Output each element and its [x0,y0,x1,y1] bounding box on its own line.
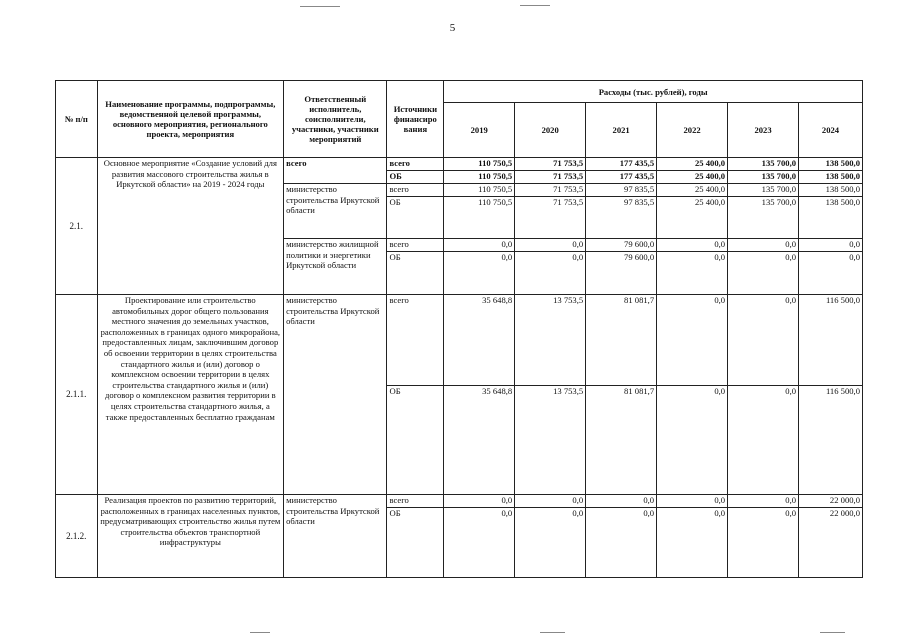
scan-artifact [540,632,565,633]
cell-value: 138 500,0 [799,158,863,171]
cell-value: 0,0 [515,252,586,295]
cell-value: 0,0 [586,508,657,578]
header-source: Источники финансиро вания [387,81,444,158]
cell-value: 81 081,7 [586,386,657,495]
row-name: Проектирование или строительство автомобильных дорог общего пользования местного значения до земельных участков, расположенных в границах одного микрорайона, предоставленных лицам, заключившим договор об освоении территории в целях строительства стандартного жилья и (или) договор о комплексном освоении территории в целях строительства стандартного жилья и (или) договор о комплексном развития территории в целях строительства стандартного жилья, а также предоставленных бесплатно гражданам [97,295,284,495]
row-source: ОБ [387,508,444,578]
header-year: 2021 [586,103,657,158]
header-num: № п/п [56,81,98,158]
cell-value: 0,0 [799,252,863,295]
cell-value: 110 750,5 [444,197,515,239]
cell-value: 0,0 [586,495,657,508]
cell-value: 71 753,5 [515,184,586,197]
cell-value: 110 750,5 [444,171,515,184]
cell-value: 25 400,0 [657,171,728,184]
header-year: 2024 [799,103,863,158]
cell-value: 110 750,5 [444,158,515,171]
scan-artifact [250,632,270,633]
row-source: всего [387,184,444,197]
cell-value: 0,0 [657,295,728,386]
cell-value: 71 753,5 [515,171,586,184]
cell-value: 25 400,0 [657,197,728,239]
row-responsible: министерство жилищной политики и энергетики Иркутской области [284,239,387,295]
cell-value: 97 835,5 [586,184,657,197]
table-row [56,158,863,171]
scan-artifact [300,6,340,7]
cell-value: 71 753,5 [515,197,586,239]
row-responsible: министерство строительства Иркутской области [284,295,387,495]
cell-value: 0,0 [728,252,799,295]
cell-value: 177 435,5 [586,158,657,171]
cell-value: 81 081,7 [586,295,657,386]
row-index: 2.1. [56,158,98,295]
row-name: Реализация проектов по развитию территорий, расположенных в границах населенных пунктов, предусматривающих строительство жилья путем строительства объектов транспортной инфраструктуры [97,495,284,578]
header-responsible: Ответственный исполнитель, соисполнители, участники, участники мероприятий [284,81,387,158]
row-name: Основное мероприятие «Создание условий для развития массового строительства жилья в Иркутской области» на 2019 - 2024 годы [97,158,284,295]
header-year: 2019 [444,103,515,158]
cell-value: 116 500,0 [799,386,863,495]
row-source: ОБ [387,252,444,295]
cell-value: 0,0 [515,508,586,578]
cell-value: 0,0 [728,508,799,578]
cell-value: 0,0 [657,508,728,578]
cell-value: 135 700,0 [728,197,799,239]
budget-table [55,80,863,578]
header-year: 2020 [515,103,586,158]
cell-value: 0,0 [515,239,586,252]
cell-value: 79 600,0 [586,239,657,252]
cell-value: 35 648,8 [444,295,515,386]
cell-value: 97 835,5 [586,197,657,239]
table-row [56,295,863,386]
scan-artifact [820,632,845,633]
cell-value: 0,0 [515,495,586,508]
row-source: всего [387,295,444,386]
cell-value: 0,0 [444,508,515,578]
row-index: 2.1.1. [56,295,98,495]
row-source: всего [387,239,444,252]
cell-value: 35 648,8 [444,386,515,495]
cell-value: 0,0 [657,495,728,508]
cell-value: 135 700,0 [728,184,799,197]
header-year: 2022 [657,103,728,158]
row-source: ОБ [387,386,444,495]
cell-value: 135 700,0 [728,158,799,171]
cell-value: 0,0 [799,239,863,252]
cell-value: 116 500,0 [799,295,863,386]
cell-value: 0,0 [728,295,799,386]
row-source: ОБ [387,197,444,239]
cell-value: 0,0 [657,239,728,252]
row-responsible: министерство строительства Иркутской области [284,184,387,239]
cell-value: 0,0 [728,239,799,252]
cell-value: 13 753,5 [515,386,586,495]
cell-value: 138 500,0 [799,184,863,197]
cell-value: 0,0 [444,252,515,295]
cell-value: 13 753,5 [515,295,586,386]
header-name: Наименование программы, подпрограммы, ведомственной целевой программы, основного мероприятия, регионального проекта, мероприятия [97,81,284,158]
cell-value: 25 400,0 [657,158,728,171]
cell-value: 0,0 [728,495,799,508]
cell-value: 71 753,5 [515,158,586,171]
cell-value: 110 750,5 [444,184,515,197]
table-row [56,495,863,508]
cell-value: 79 600,0 [586,252,657,295]
row-index: 2.1.2. [56,495,98,578]
cell-value: 138 500,0 [799,197,863,239]
cell-value: 0,0 [444,239,515,252]
cell-value: 138 500,0 [799,171,863,184]
cell-value: 25 400,0 [657,184,728,197]
cell-value: 177 435,5 [586,171,657,184]
cell-value: 0,0 [657,386,728,495]
page-number: 5 [449,22,456,34]
cell-value: 0,0 [444,495,515,508]
cell-value: 0,0 [728,386,799,495]
cell-value: 22 000,0 [799,508,863,578]
header-year: 2023 [728,103,799,158]
row-responsible: министерство строительства Иркутской области [284,495,387,578]
cell-value: 22 000,0 [799,495,863,508]
row-source: всего [387,495,444,508]
row-responsible: всего [284,158,387,184]
cell-value: 135 700,0 [728,171,799,184]
header-expenses: Расходы (тыс. рублей), годы [444,81,863,103]
scan-artifact [520,5,550,6]
row-source: ОБ [387,171,444,184]
cell-value: 0,0 [657,252,728,295]
row-source: всего [387,158,444,171]
